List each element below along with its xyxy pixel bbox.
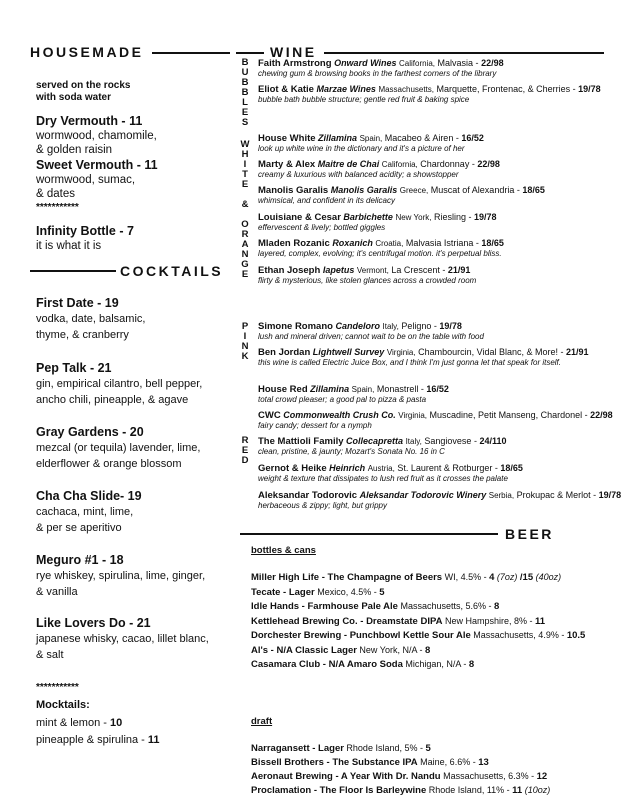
wine-name: Ben Jordan bbox=[258, 347, 311, 358]
wine-description: flirty & mysterious, like stolen glances across a crowded room bbox=[258, 276, 477, 285]
wine-name: The Mattioli Family bbox=[258, 436, 344, 447]
item-desc: wormwood, chamomile, bbox=[36, 130, 157, 142]
wine-price: 18/65 bbox=[522, 185, 545, 195]
beer-rule bbox=[240, 533, 498, 535]
vertical-label-letter: N bbox=[241, 249, 249, 260]
cocktail-desc: ancho chili, pineapple, & agave bbox=[36, 394, 189, 406]
beer-price: 8 bbox=[494, 601, 500, 612]
stars-divider: *********** bbox=[36, 682, 79, 693]
housemade-intro bbox=[36, 80, 130, 104]
wine-description: clean, pristine, & jaunty; Mozart's Sonata No. 16 in C bbox=[258, 447, 445, 456]
wine-line bbox=[258, 185, 608, 196]
wine-price: 22/98 bbox=[481, 58, 504, 68]
wine-name: House Red bbox=[258, 384, 308, 395]
mocktail-price: 10 bbox=[109, 717, 123, 729]
wine-description: effervescent & lively; bottled giggles bbox=[258, 223, 386, 232]
wine-name: CWC bbox=[258, 410, 281, 421]
beer-header: BEER bbox=[505, 526, 554, 542]
vertical-label-letter: B bbox=[241, 77, 249, 88]
beer-origin: New York, N/A - bbox=[356, 644, 425, 655]
wine-entry bbox=[258, 347, 608, 368]
wine-entry bbox=[258, 463, 608, 484]
beer-price: 13 bbox=[478, 757, 489, 768]
wine-description: this wine is called Electric Juice Box, and I think I'm just gonna let that speak for itself. bbox=[258, 358, 562, 367]
vertical-label-letter: B bbox=[241, 87, 249, 98]
wine-region: Virginia, bbox=[386, 348, 416, 357]
beer-style: - Punchbowl Kettle Sour Ale bbox=[341, 630, 471, 641]
wine-line bbox=[258, 321, 608, 332]
wine-region: Vermont, bbox=[356, 266, 389, 275]
wine-line bbox=[258, 212, 608, 223]
item-desc: wormwood, sumac, bbox=[36, 174, 136, 186]
mocktail-item bbox=[36, 715, 160, 732]
item-title: Sweet Vermouth - 11 bbox=[36, 158, 158, 172]
vertical-label-letter: R bbox=[241, 229, 249, 240]
wine-description: herbaceous & zippy; light, but grippy bbox=[258, 501, 387, 510]
mocktails-label: Mocktails: bbox=[36, 699, 90, 711]
wine-region: California, bbox=[399, 59, 436, 68]
wine-producer: Onward Wines bbox=[334, 58, 397, 68]
wine-line bbox=[258, 238, 608, 249]
beer-price: 12 bbox=[536, 771, 548, 782]
wine-producer: Barbichette bbox=[343, 212, 393, 222]
wine-entry bbox=[258, 84, 608, 105]
wine-price: 18/65 bbox=[481, 238, 504, 248]
vertical-label-letter: E bbox=[241, 269, 249, 280]
wine-entry bbox=[258, 58, 608, 79]
mocktail-name: mint & lemon - bbox=[36, 717, 110, 729]
cocktail-desc: & salt bbox=[36, 649, 64, 661]
beer-origin: Rhode Island, 11% - bbox=[426, 785, 513, 795]
beer-name: Al's bbox=[251, 644, 269, 656]
cocktail-desc: cachaca, mint, lime, bbox=[36, 506, 134, 518]
wine-grape: Muscat of Alexandria - bbox=[430, 185, 523, 195]
wine-description: creamy & luxurious with balanced acidity; a showstopper bbox=[258, 170, 459, 179]
wine-description: whimsical, and confident in its delicacy bbox=[258, 196, 395, 205]
vertical-label-letter: K bbox=[241, 351, 249, 362]
vertical-label-letter: B bbox=[241, 57, 249, 68]
item-desc: it is what it is bbox=[36, 240, 102, 252]
wine-name: Aleksandar Todorovic bbox=[258, 490, 358, 501]
mocktail-price: 11 bbox=[147, 734, 160, 746]
vertical-label-letter: T bbox=[242, 169, 248, 180]
wine-description: total crowd pleaser; a good pal to pizza & pasta bbox=[258, 395, 427, 404]
beer-name: Proclamation bbox=[251, 785, 312, 796]
vertical-label-letter: E bbox=[241, 179, 249, 190]
wine-line bbox=[258, 410, 613, 421]
vertical-label-letter: R bbox=[241, 435, 249, 446]
wine-producer: Aleksandar Todorovic Winery bbox=[359, 490, 487, 500]
cocktail-desc: gin, empirical cilantro, bell pepper, bbox=[36, 378, 203, 390]
cocktail-title: Gray Gardens - 20 bbox=[36, 425, 144, 439]
label-pink bbox=[238, 322, 252, 362]
wine-grape: Macabeo & Airen - bbox=[384, 133, 462, 143]
wine-line bbox=[258, 133, 608, 144]
wine-name: Faith Armstrong bbox=[258, 58, 332, 69]
draft-label: draft bbox=[251, 716, 273, 727]
label-red bbox=[238, 436, 252, 466]
beer-name: Narragansett bbox=[251, 743, 310, 754]
wine-name: Eliot & Katie bbox=[258, 84, 314, 95]
cocktail-title: Pep Talk - 21 bbox=[36, 361, 112, 375]
housemade-header: HOUSEMADE bbox=[30, 44, 144, 60]
cocktail-item bbox=[36, 489, 142, 536]
beer-name: Dorchester Brewing bbox=[251, 630, 342, 641]
beer-style: - N/A Amaro Soda bbox=[320, 659, 403, 670]
wine-region: Serbia, bbox=[488, 491, 515, 500]
wine-entry bbox=[258, 321, 608, 342]
cocktail-desc: mezcal (or tequila) lavender, lime, bbox=[36, 442, 201, 454]
wine-line bbox=[258, 463, 608, 474]
wine-region: Greece, bbox=[399, 186, 429, 195]
intro-line-1: served on the rocks bbox=[36, 80, 131, 91]
item-desc: & dates bbox=[36, 188, 75, 200]
beer-style: - The Floor Is Barleywine bbox=[311, 785, 427, 796]
wine-line bbox=[258, 84, 608, 95]
beer-style: - N/A Classic Lager bbox=[268, 644, 357, 656]
wine-entry bbox=[258, 436, 608, 457]
cocktail-desc: thyme, & cranberry bbox=[36, 329, 129, 341]
wine-producer: Collecapretta bbox=[346, 436, 404, 446]
cocktail-title: Meguro #1 - 18 bbox=[36, 553, 124, 567]
wine-name: Ethan Joseph bbox=[258, 265, 321, 276]
wine-producer: Zillamina bbox=[318, 133, 358, 143]
wine-price: 24/110 bbox=[479, 436, 507, 446]
wine-grape: Chambourcin, Vidal Blanc, & More! - bbox=[418, 347, 567, 357]
beer-origin: Mexico, 4.5% - bbox=[314, 586, 380, 597]
vertical-label-letter: L bbox=[242, 97, 248, 108]
wine-region: Massachusetts, bbox=[378, 85, 435, 94]
wine-entry bbox=[258, 238, 608, 259]
wine-producer: Manolis Garalis bbox=[330, 185, 398, 195]
wine-line bbox=[258, 384, 608, 395]
intro-line-2: with soda water bbox=[36, 92, 112, 103]
label-bubbles bbox=[238, 58, 252, 128]
wine-line bbox=[258, 436, 608, 447]
beer-item bbox=[251, 644, 430, 657]
wine-entry bbox=[258, 265, 608, 286]
wine-producer: Marzae Wines bbox=[316, 84, 376, 94]
wine-price: 19/78 bbox=[439, 321, 462, 331]
item-desc: & golden raisin bbox=[36, 144, 113, 156]
beer-price: 5 bbox=[379, 586, 385, 598]
label-white-orange bbox=[238, 140, 252, 280]
wine-description: chewing gum & browsing books in the farthest corners of the library bbox=[258, 69, 497, 78]
cocktail-title: Cha Cha Slide- 19 bbox=[36, 489, 142, 503]
housemade-rule bbox=[152, 52, 230, 54]
vertical-label-letter: G bbox=[241, 259, 249, 270]
wine-grape: Malvasia - bbox=[437, 58, 482, 68]
wine-region: New York, bbox=[395, 213, 432, 222]
wine-name: Marty & Alex bbox=[258, 159, 316, 170]
cocktail-item bbox=[36, 361, 202, 408]
wine-name: Louisiane & Cesar bbox=[258, 212, 341, 223]
wine-producer: Candeloro bbox=[335, 321, 380, 331]
wine-rule-left bbox=[236, 52, 264, 54]
wine-description: fairy candy; dessert for a nymph bbox=[258, 421, 372, 430]
cocktail-desc: & per se aperitivo bbox=[36, 522, 122, 534]
cocktail-item bbox=[36, 425, 200, 472]
wine-price: 19/78 bbox=[474, 212, 497, 222]
beer-size: (7oz) bbox=[494, 572, 520, 582]
housemade-item bbox=[36, 114, 157, 157]
wine-region: Italy, bbox=[382, 322, 399, 331]
beer-item bbox=[251, 571, 561, 584]
beer-size: (10oz) bbox=[522, 785, 551, 795]
cocktails-rule bbox=[30, 270, 116, 272]
beer-origin: New Hampshire, 8% - bbox=[442, 615, 535, 626]
beer-item bbox=[251, 784, 550, 797]
beer-item bbox=[251, 600, 499, 613]
beer-price: 8 bbox=[468, 659, 475, 670]
beer-style: - The Champagne of Beers bbox=[319, 572, 443, 583]
vertical-label-letter: N bbox=[241, 341, 249, 352]
wine-entry bbox=[258, 410, 613, 431]
beer-name: Kettlehead Brewing Co. bbox=[251, 615, 358, 627]
beer-origin: Rhode Island, 5% - bbox=[343, 743, 426, 753]
vertical-label-letter: H bbox=[241, 149, 249, 160]
wine-name: Gernot & Heike bbox=[258, 463, 327, 474]
beer-item bbox=[251, 658, 474, 671]
vertical-label-letter: O bbox=[241, 219, 249, 230]
vertical-label-letter: E bbox=[241, 107, 249, 118]
wine-entry bbox=[258, 384, 608, 405]
wine-producer: Zillamina bbox=[310, 384, 350, 394]
beer-price: /15 bbox=[519, 572, 534, 583]
beer-item bbox=[251, 629, 585, 642]
wine-grape: Malvasia Istriana - bbox=[405, 238, 482, 248]
beer-size: (40oz) bbox=[533, 572, 562, 582]
wine-line bbox=[258, 265, 608, 276]
stars-divider: *********** bbox=[36, 202, 79, 213]
beer-origin: Massachusetts, 4.9% - bbox=[470, 630, 567, 640]
beer-origin: Michigan, N/A - bbox=[402, 659, 469, 669]
beer-item bbox=[251, 756, 489, 769]
wine-grape: Sangiovese - bbox=[424, 436, 480, 446]
beer-price: 11 bbox=[512, 785, 523, 796]
cocktail-item bbox=[36, 616, 209, 663]
vertical-label-letter: W bbox=[240, 139, 250, 150]
mocktail-list bbox=[36, 715, 160, 749]
wine-name: Mladen Rozanic bbox=[258, 238, 330, 249]
beer-name: Casamara Club bbox=[251, 659, 321, 670]
beer-price: 11 bbox=[534, 615, 546, 627]
beer-origin: Massachusetts, 6.3% - bbox=[440, 771, 537, 781]
beer-item bbox=[251, 770, 547, 783]
cocktail-item bbox=[36, 296, 145, 343]
wine-name: House White bbox=[258, 133, 316, 144]
wine-grape: Chardonnay - bbox=[420, 159, 478, 169]
beer-name: Tecate bbox=[251, 586, 281, 598]
wine-entry bbox=[258, 159, 608, 180]
wine-region: Virginia, bbox=[398, 411, 428, 420]
cocktail-desc: rye whiskey, spirulina, lime, ginger, bbox=[36, 570, 206, 582]
wine-grape: Peligno - bbox=[401, 321, 440, 331]
wine-region: Spain, bbox=[359, 134, 383, 143]
wine-grape: Riesling - bbox=[433, 212, 474, 222]
wine-producer: Roxanich bbox=[332, 238, 373, 248]
wine-rule-right bbox=[324, 52, 604, 54]
wine-entry bbox=[258, 212, 608, 233]
wine-description: weight & texture that dissipates to lush red fruit as it crosses the palate bbox=[258, 474, 508, 483]
beer-name: Idle Hands bbox=[251, 601, 300, 612]
wine-grape: St. Laurent & Rotburger - bbox=[397, 463, 501, 473]
wine-grape: Muscadine, Petit Manseng, Chardonel - bbox=[429, 410, 591, 420]
cocktails-header: COCKTAILS bbox=[120, 263, 224, 279]
wine-price: 22/98 bbox=[590, 410, 613, 420]
wine-price: 21/91 bbox=[566, 347, 589, 357]
wine-description: lush and mineral driven; cannot wait to be on the table with food bbox=[258, 332, 484, 341]
mocktail-item bbox=[36, 732, 160, 749]
wine-header: WINE bbox=[270, 44, 317, 60]
wine-line bbox=[258, 58, 608, 69]
wine-entry bbox=[258, 490, 621, 511]
vertical-label-letter: E bbox=[241, 445, 249, 456]
beer-origin: WI, 4.5% - bbox=[442, 572, 490, 582]
vertical-label-letter: D bbox=[241, 455, 249, 466]
wine-description: look up white wine in the dictionary and it's a picture of her bbox=[258, 144, 465, 153]
beer-item bbox=[251, 586, 385, 599]
beer-name: Miller High Life bbox=[251, 572, 320, 583]
cocktail-desc: vodka, date, balsamic, bbox=[36, 313, 146, 325]
beer-style: - Farmhouse Pale Ale bbox=[299, 601, 398, 612]
housemade-item bbox=[36, 158, 158, 201]
wine-price: 18/65 bbox=[500, 463, 523, 473]
beer-item bbox=[251, 742, 431, 755]
beer-name: Bissell Brothers bbox=[251, 757, 324, 768]
item-title: Infinity Bottle - 7 bbox=[36, 224, 134, 238]
infinity-bottle bbox=[36, 224, 134, 253]
wine-price: 22/98 bbox=[477, 159, 500, 169]
wine-region: Croatia, bbox=[375, 239, 404, 248]
wine-producer: Maitre de Chai bbox=[317, 159, 380, 169]
cocktail-desc: & vanilla bbox=[36, 586, 78, 598]
beer-origin: Massachusetts, 5.6% - bbox=[397, 601, 494, 611]
cocktail-desc: japanese whisky, cacao, lillet blanc, bbox=[36, 633, 209, 645]
wine-line bbox=[258, 159, 608, 170]
beer-price: 8 bbox=[424, 644, 431, 656]
beer-style: - Lager bbox=[309, 743, 344, 754]
wine-producer: Lightwell Survey bbox=[312, 347, 385, 357]
vertical-label-letter: I bbox=[243, 159, 247, 170]
vertical-label-letter: A bbox=[241, 239, 249, 250]
wine-producer: Commonwealth Crush Co. bbox=[283, 410, 396, 420]
beer-style: - Lager bbox=[280, 586, 315, 598]
wine-description: layered, complex, evolving; it's centrifugal motion. it's perpetual bliss. bbox=[258, 249, 502, 258]
wine-name: Manolis Garalis bbox=[258, 185, 329, 196]
wine-producer: Iapetus bbox=[322, 265, 355, 275]
beer-style: - The Substance IPA bbox=[323, 757, 418, 768]
vertical-label-letter: U bbox=[241, 67, 249, 78]
wine-region: California, bbox=[381, 160, 418, 169]
wine-price: 16/52 bbox=[426, 384, 449, 394]
mocktail-name: pineapple & spirulina - bbox=[36, 734, 148, 746]
wine-grape: La Crescent - bbox=[391, 265, 448, 275]
wine-grape: Prokupac & Merlot - bbox=[516, 490, 599, 500]
item-title: Dry Vermouth - 11 bbox=[36, 114, 143, 128]
wine-description: bubble bath bubble structure; gentle red fruit & baking spice bbox=[258, 95, 470, 104]
wine-region: Italy, bbox=[405, 437, 422, 446]
vertical-label-letter: P bbox=[241, 321, 249, 332]
wine-price: 19/78 bbox=[578, 84, 601, 94]
wine-entry bbox=[258, 133, 608, 154]
wine-price: 16/52 bbox=[461, 133, 484, 143]
wine-grape: Marquette, Frontenac, & Cherries - bbox=[436, 84, 579, 94]
bottles-cans-label: bottles & cans bbox=[251, 545, 316, 556]
beer-price: 5 bbox=[425, 743, 431, 754]
wine-price: 19/78 bbox=[598, 490, 621, 500]
wine-line bbox=[258, 490, 621, 501]
wine-name: Simone Romano bbox=[258, 321, 333, 332]
beer-name: Aeronaut Brewing bbox=[251, 771, 333, 782]
beer-style: - Dreamstate DIPA bbox=[357, 615, 443, 627]
beer-price: 10.5 bbox=[566, 630, 586, 641]
vertical-label-letter: S bbox=[241, 117, 249, 128]
beer-price: 4 bbox=[489, 572, 495, 583]
beer-origin: Maine, 6.6% - bbox=[417, 757, 479, 767]
cocktail-item bbox=[36, 553, 205, 600]
wine-line bbox=[258, 347, 608, 358]
wine-grape: Monastrell - bbox=[376, 384, 427, 394]
beer-item bbox=[251, 615, 545, 628]
cocktail-title: Like Lovers Do - 21 bbox=[36, 616, 151, 630]
wine-price: 21/91 bbox=[447, 265, 471, 275]
wine-entry bbox=[258, 185, 608, 206]
cocktail-title: First Date - 19 bbox=[36, 296, 119, 310]
wine-region: Spain, bbox=[351, 385, 375, 394]
cocktail-desc: elderflower & orange blossom bbox=[36, 458, 182, 470]
vertical-label-letter: I bbox=[243, 331, 247, 342]
wine-producer: Heinrich bbox=[329, 463, 366, 473]
beer-style: - A Year With Dr. Nandu bbox=[332, 771, 441, 782]
vertical-label-letter: & bbox=[241, 199, 249, 210]
wine-region: Austria, bbox=[367, 464, 395, 473]
